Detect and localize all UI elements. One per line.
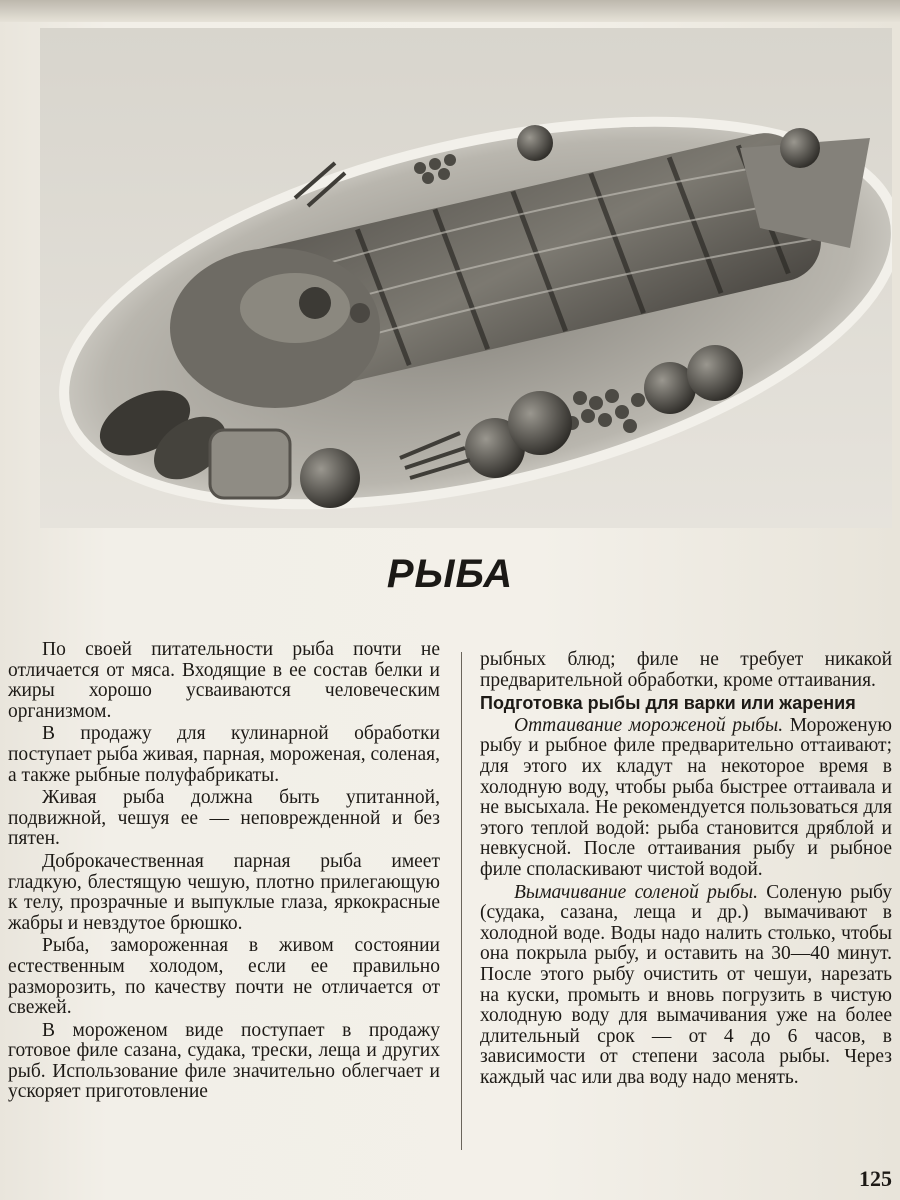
left-paragraph: Живая рыба должна быть упитанной, подвижной, чешуя ее — неповрежденной и без пятен. <box>8 787 440 850</box>
left-paragraph: Доброкачественная парная рыба имеет гладкую, блестящую чешую, плотно прилегающую к телу, прозрачные и выпуклые глаза, яркокрасные жабры и невздутое брюшко. <box>8 850 440 934</box>
page-number: 125 <box>859 1166 892 1191</box>
section-subheading: Подготовка рыбы для варки или жарения <box>480 693 856 714</box>
continuation-paragraph: рыбных блюд; филе не требует никакой предварительной обработки, кроме оттаивания. <box>480 649 892 691</box>
right-column <box>480 650 892 1090</box>
left-paragraph: В продажу для кулинарной обработки поступает рыба живая, парная, мороженая, соленая, а также рыбные полуфабрикаты. <box>8 723 440 786</box>
column-divider <box>461 652 462 1150</box>
paragraph-lead: Вымачивание соленой рыбы. <box>514 881 758 903</box>
left-paragraph: В мороженом виде поступает в продажу готовое филе сазана, судака, трески, леща и других рыб. Использование филе значительно облегчает и ускоряет приготовление <box>8 1019 440 1103</box>
paragraph-text: Соленую рыбу (судака, сазана, леща и др.) вымачивают в холодной воде. Воды надо налить столько, чтобы она покрыла рыбу, и оставить на 30—40 минут. После этого рыбу очистить от чешуи, нарезать на куски, промыть и вновь погрузить в чистую холодную воду для вымачивания уже на более длительный срок — от 4 до 6 часов, в зависимости от степени засола рыбы. Через каждый час или два воду надо менять. <box>480 881 892 1088</box>
right-paragraph <box>480 716 892 881</box>
page-title: РЫБА <box>386 552 514 596</box>
left-paragraph: Рыба, замороженная в живом состоянии естественным холодом, если ее правильно разморозить, по качеству почти не отличается от свежей. <box>8 935 440 1019</box>
paragraph-text: Мороженую рыбу и рыбное филе предварительно оттаивают; для этого их кладут на некоторое время в холодную воду, чтобы рыба быстрее оттаивала и не высыхала. Не рекомендуется пользоваться для этого теплой водой: рыба становится дряблой и невкусной. После оттаивания рыбу и рыбное филе споласкивают чистой водой. <box>480 714 892 880</box>
left-column <box>8 640 440 1105</box>
paragraph-lead: Оттаивание мороженой рыбы. <box>514 714 784 736</box>
page-top-shadow <box>0 0 900 22</box>
left-paragraph: По своей питательности рыба почти не отличается от мяса. Входящие в ее состав белки и жиры хорошо усваиваются человеческим организмом. <box>8 639 440 722</box>
fish-platter-illustration <box>40 28 892 528</box>
right-paragraph <box>480 883 892 1089</box>
